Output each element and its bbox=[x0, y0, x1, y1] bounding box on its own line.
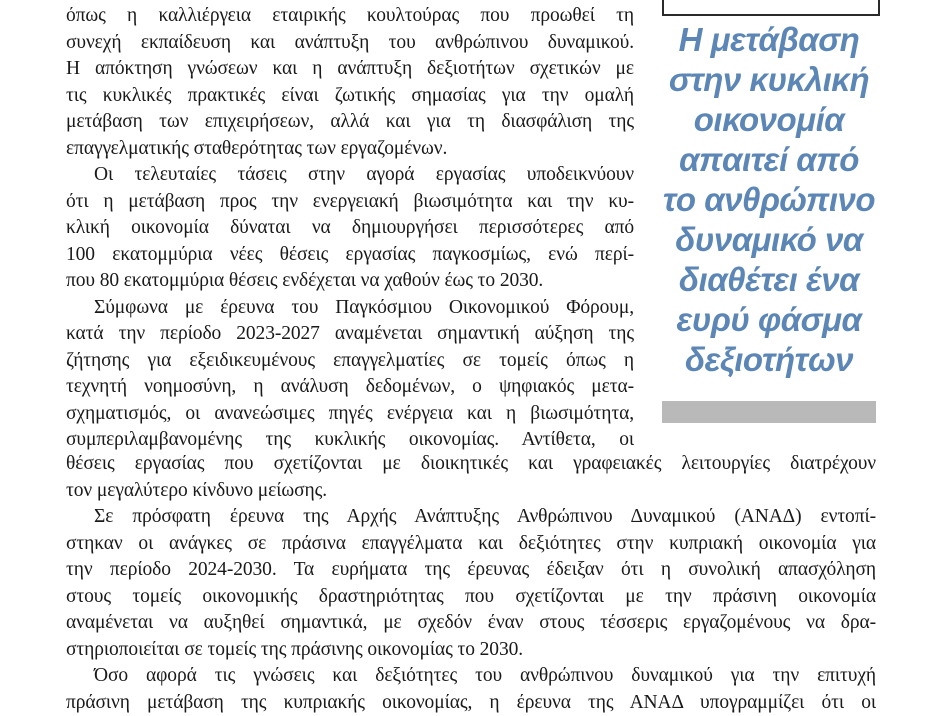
pull-quote-rule bbox=[662, 401, 876, 423]
pull-quote-line: δεξιοτήτων bbox=[662, 340, 876, 380]
text-line: σχηματισμός, οι ανανεώσιμες πηγές ενέργεια και η βιωσιμότητα, bbox=[66, 401, 634, 428]
pull-quote-line: το ανθρώπινο bbox=[662, 180, 876, 220]
page-margin bbox=[928, 0, 951, 700]
text-line: 100 εκατομμύρια νέες θέσεις εργασίας παγκοσμίως, ενώ περί- bbox=[66, 242, 634, 269]
paragraph-3-continued bbox=[66, 451, 876, 504]
article-column-narrow bbox=[66, 0, 634, 454]
text-line: την περίοδο 2024-2030. Τα ευρήματα της έρευνας έδειξαν ότι η συνολική απασχόληση bbox=[66, 557, 876, 584]
text-line: τον μεγαλύτερο κίνδυνο μείωσης. bbox=[66, 478, 876, 505]
pull-quote-line: διαθέτει ένα bbox=[662, 260, 876, 300]
pull-quote-line: δυναμικό να bbox=[662, 220, 876, 260]
pull-quote-line: στην κυκλική bbox=[662, 60, 876, 100]
text-line: Σε πρόσφατη έρευνα της Αρχής Ανάπτυξης Ανθρώπινου Δυναμικού (ΑΝΑΔ) εντοπί- bbox=[66, 504, 876, 531]
text-line: τις κυκλικές πρακτικές είναι ζωτικής σημασίας για την ομαλή bbox=[66, 83, 634, 110]
text-line: Οι τελευταίες τάσεις στην αγορά εργασίας υποδεικνύουν bbox=[66, 162, 634, 189]
text-line: πράσινη μετάβαση της κυπριακής οικονομίας, η έρευνα της ΑΝΑΔ υπογραμμίζει ότι οι bbox=[66, 690, 876, 716]
pull-quote-frame bbox=[662, 0, 880, 16]
text-line: στηριοποιείται σε τομείς της πράσινης οικονομίας το 2030. bbox=[66, 637, 876, 664]
text-line: αναμένεται να αυξηθεί σημαντικά, με σχεδόν έναν στους τέσσερις εργαζομένους να δρα- bbox=[66, 610, 876, 637]
text-line: Σύμφωνα με έρευνα του Παγκόσμιου Οικονομικού Φόρουμ, bbox=[66, 295, 634, 322]
pull-quote bbox=[662, 20, 876, 380]
text-line: τεχνητή νοημοσύνη, η ανάλυση δεδομένων, ο ψηφιακός μετα- bbox=[66, 374, 634, 401]
text-line: ζήτησης για εξειδικευμένους επαγγελματίες σε τομείς όπως η bbox=[66, 348, 634, 375]
paragraph-1 bbox=[66, 3, 634, 162]
text-line: ότι η μετάβαση προς την ενεργειακή βιωσιμότητα και την κυ- bbox=[66, 189, 634, 216]
text-line: θέσεις εργασίας που σχετίζονται με διοικητικές και γραφειακές λειτουργίες διατρέχουν bbox=[66, 451, 876, 478]
text-line: που 80 εκατομμύρια θέσεις ενδέχεται να χαθούν έως το 2030. bbox=[66, 268, 634, 295]
pull-quote-line: ευρύ φάσμα bbox=[662, 300, 876, 340]
paragraph-5 bbox=[66, 663, 876, 716]
text-line: Η απόκτηση γνώσεων και η ανάπτυξη δεξιοτήτων σχετικών με bbox=[66, 56, 634, 83]
text-line: συνεχή εκπαίδευση και ανάπτυξη του ανθρώπινου δυναμικού. bbox=[66, 30, 634, 57]
text-line: συμπεριλαμβανομένης της κυκλικής οικονομίας. Αντίθετα, οι bbox=[66, 427, 634, 454]
text-line: όπως η καλλιέργεια εταιρικής κουλτούρας που προωθεί τη bbox=[66, 3, 634, 30]
article-column-wide bbox=[66, 451, 876, 716]
pull-quote-line: απαιτεί από bbox=[662, 140, 876, 180]
text-line: μετάβαση των επιχειρήσεων, αλλά και για τη διασφάλιση της bbox=[66, 109, 634, 136]
text-line: στους τομείς οικονομικής δραστηριότητας που σχετίζονται με την πράσινη οικονομία bbox=[66, 584, 876, 611]
pull-quote-line: Η μετάβαση bbox=[662, 20, 876, 60]
paragraph-2 bbox=[66, 162, 634, 295]
text-line: επαγγελματικής σταθερότητας των εργαζομένων. bbox=[66, 136, 634, 163]
text-line: κατά την περίοδο 2023-2027 αναμένεται σημαντική αύξηση της bbox=[66, 321, 634, 348]
paragraph-3 bbox=[66, 295, 634, 454]
text-line: Όσο αφορά τις γνώσεις και δεξιότητες του ανθρώπινου δυναμικού για την επιτυχή bbox=[66, 663, 876, 690]
pull-quote-line: οικονομία bbox=[662, 100, 876, 140]
text-line: κλική οικονομία δύναται να δημιουργήσει περισσότερες από bbox=[66, 215, 634, 242]
text-line: στηκαν οι ανάγκες σε πράσινα επαγγέλματα και δεξιότητες στην κυπριακή οικονομία για bbox=[66, 531, 876, 558]
paragraph-4 bbox=[66, 504, 876, 663]
